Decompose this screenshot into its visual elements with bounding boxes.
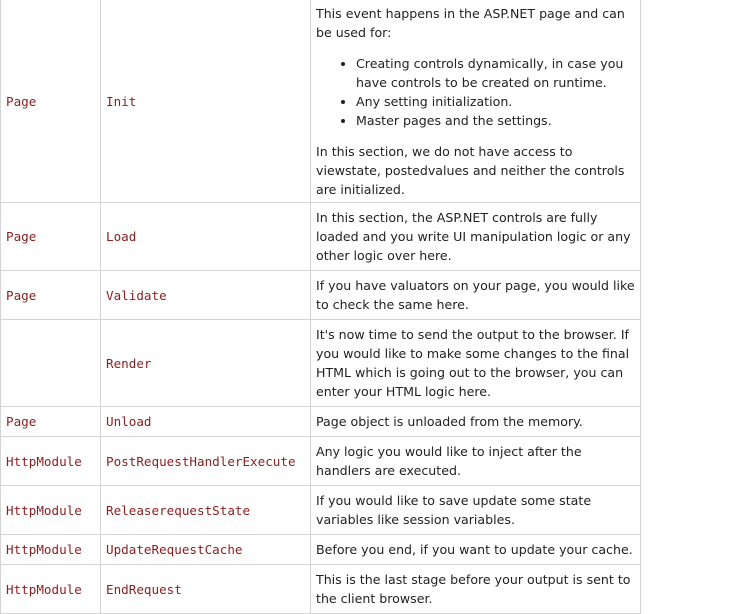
table-row	[1, 535, 641, 565]
event-cell: Unload	[101, 407, 311, 437]
source-cell: Page	[1, 203, 101, 271]
source-cell: HttpModule	[1, 535, 101, 565]
event-cell: Init	[101, 0, 311, 203]
description-cell: Page object is unloaded from the memory.	[311, 407, 641, 437]
table-row	[1, 565, 641, 614]
source-cell	[1, 320, 101, 407]
description-cell: In this section, the ASP.NET controls are fully loaded and you write UI manipulation logic or any other logic over here.	[311, 203, 641, 271]
description-outro: In this section, we do not have access to viewstate, postedvalues and neither the controls are initialized.	[316, 143, 625, 197]
bullet-list	[316, 54, 635, 130]
table-row	[1, 407, 641, 437]
event-cell: Render	[101, 320, 311, 407]
list-item: • Master pages and the settings.	[356, 111, 635, 130]
source-cell: HttpModule	[1, 565, 101, 614]
description-cell	[311, 0, 641, 203]
source-cell: Page	[1, 271, 101, 320]
event-cell: UpdateRequestCache	[101, 535, 311, 565]
table-row	[1, 0, 641, 203]
list-item: • Creating controls dynamically, in case you have controls to be created on runtime.	[356, 54, 635, 92]
source-cell: HttpModule	[1, 437, 101, 486]
table-row	[1, 486, 641, 535]
table-row	[1, 437, 641, 486]
description-cell: If you have valuators on your page, you would like to check the same here.	[311, 271, 641, 320]
description-cell: Any logic you would like to inject after the handlers are executed.	[311, 437, 641, 486]
table-row	[1, 271, 641, 320]
description-cell: Before you end, if you want to update your cache.	[311, 535, 641, 565]
source-cell: Page	[1, 407, 101, 437]
description-cell: This is the last stage before your output is sent to the client browser.	[311, 565, 641, 614]
event-cell: Load	[101, 203, 311, 271]
event-cell: ReleaserequestState	[101, 486, 311, 535]
table-row	[1, 203, 641, 271]
list-item: • Any setting initialization.	[356, 92, 635, 111]
description-intro: This event happens in the ASP.NET page and can be used for:	[316, 5, 625, 40]
event-cell: EndRequest	[101, 565, 311, 614]
table-row	[1, 320, 641, 407]
event-cell: Validate	[101, 271, 311, 320]
source-cell: Page	[1, 0, 101, 203]
event-cell: PostRequestHandlerExecute	[101, 437, 311, 486]
description-cell: If you would like to save update some state variables like session variables.	[311, 486, 641, 535]
description-cell: It's now time to send the output to the browser. If you would like to make some changes to the final HTML which is going out to the browser, you can enter your HTML logic here.	[311, 320, 641, 407]
source-cell: HttpModule	[1, 486, 101, 535]
